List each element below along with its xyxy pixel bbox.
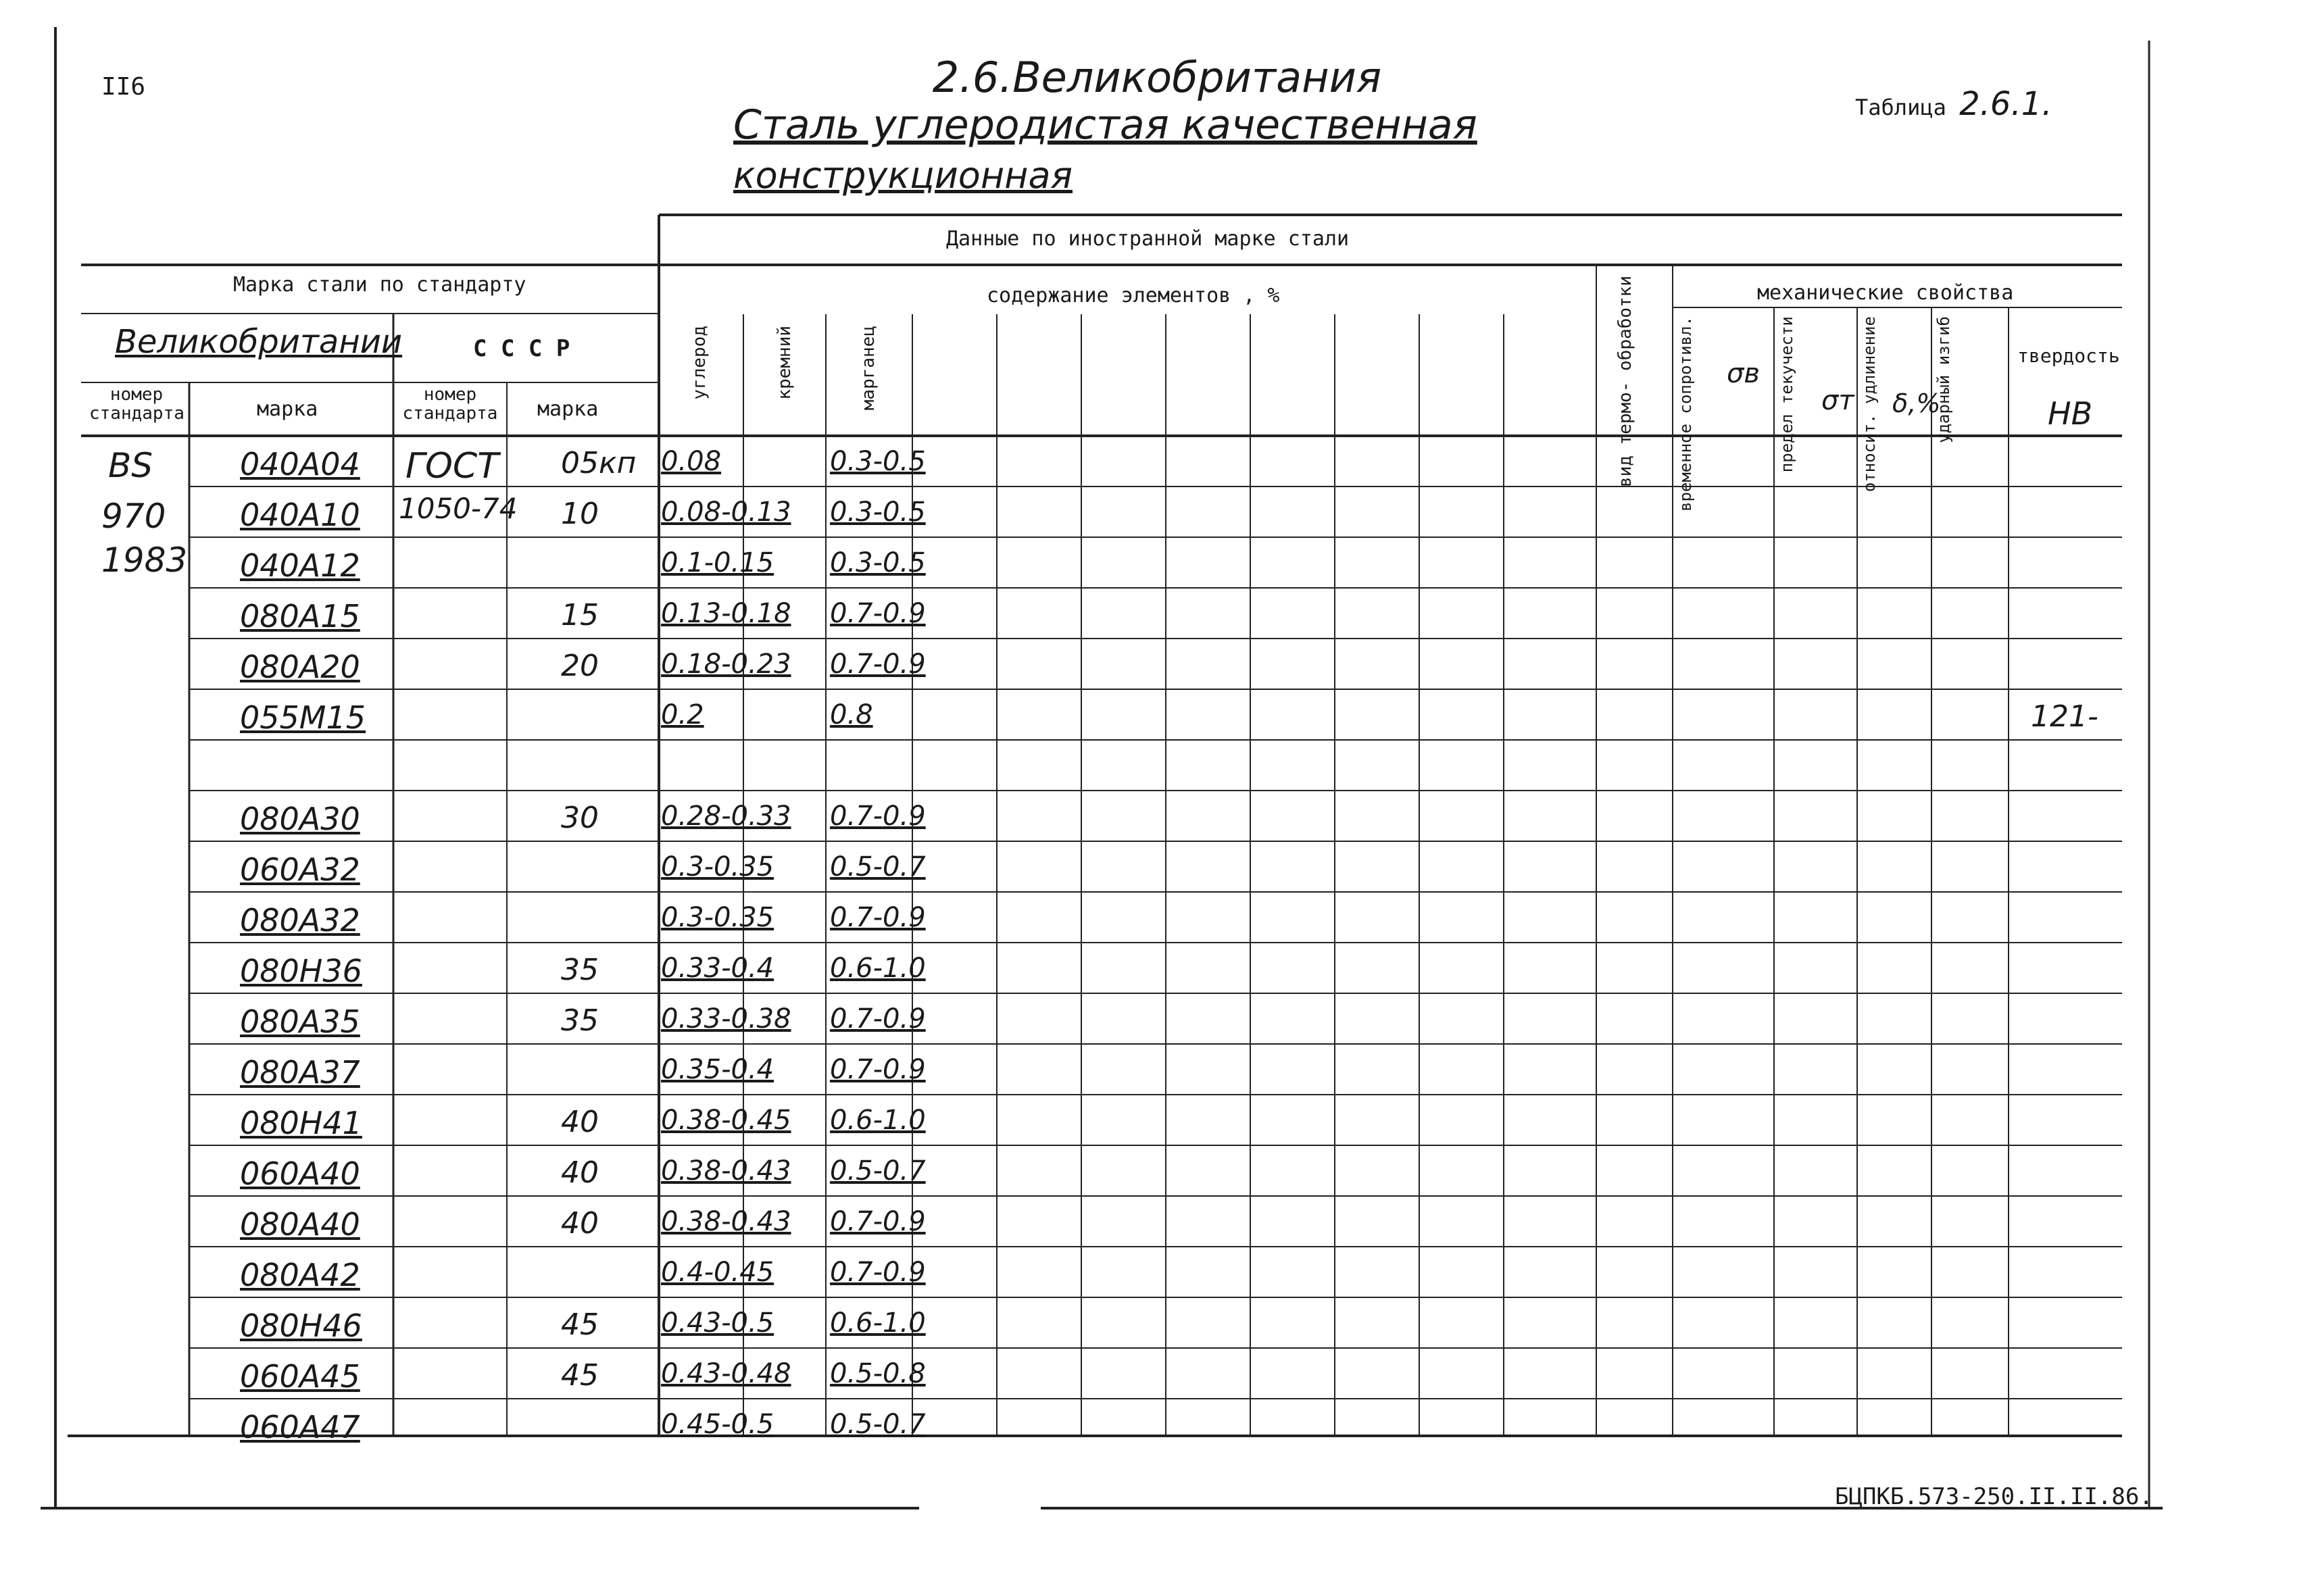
row-uk-grade: 080A32 [240, 902, 360, 939]
row-uk-grade: 080A42 [240, 1257, 360, 1293]
row-carbon: 0.1-0.15 [661, 547, 774, 578]
row-ussr-grade: 05кп [561, 446, 637, 480]
row-uk-grade: 080H36 [240, 953, 362, 989]
header-yield: предел текучести [1777, 316, 1796, 473]
header-grade-by-standard: Марка стали по стандарту [233, 273, 526, 297]
header-ussr-grade: марка [537, 397, 599, 421]
row-uk-grade: 080A15 [240, 598, 360, 634]
header-carbon: углерод [689, 326, 710, 400]
row-carbon: 0.3-0.35 [661, 902, 774, 933]
row-manganese: 0.7-0.9 [830, 649, 926, 680]
header-tensile: временное сопротивл. [1676, 316, 1695, 512]
row-manganese: 0.3-0.5 [830, 497, 926, 528]
header-ussr: С С С Р [473, 335, 570, 362]
header-heat-treatment: вид термо- обработки [1615, 276, 1635, 488]
row-carbon: 0.18-0.23 [661, 649, 791, 680]
row-carbon: 0.33-0.38 [661, 1003, 791, 1034]
header-mech-props: механические свойства [1757, 281, 2014, 305]
document-subtitle: конструкционная [733, 154, 1073, 197]
row-carbon: 0.43-0.5 [661, 1307, 774, 1339]
row-manganese: 0.6-1.0 [830, 1307, 926, 1339]
header-silicon: кремний [774, 326, 795, 400]
row-carbon: 0.4-0.45 [661, 1257, 774, 1288]
uk-standard-line3: 1983 [101, 541, 188, 580]
row-manganese: 0.7-0.9 [830, 801, 926, 832]
row-uk-grade: 040A10 [240, 497, 360, 533]
document-code: БЦПКБ.573-250.II.II.86. [1835, 1483, 2153, 1510]
row-ussr-grade: 40 [561, 1155, 599, 1190]
row-uk-grade: 080A35 [240, 1003, 360, 1040]
row-uk-grade: 060A45 [240, 1358, 360, 1395]
header-ussr-standard-number: номер стандарта [402, 384, 498, 424]
header-manganese: марганец [858, 326, 879, 411]
row-carbon: 0.13-0.18 [661, 598, 791, 629]
table-number: 2.6.1. [1959, 85, 2052, 123]
row-uk-grade: 080A30 [240, 801, 360, 837]
row-carbon: 0.43-0.48 [661, 1358, 791, 1389]
header-impact: ударный изгиб [1934, 316, 1953, 443]
row-uk-grade: 040A04 [240, 446, 360, 482]
row-manganese: 0.3-0.5 [830, 446, 926, 477]
row-uk-grade: 055M15 [240, 699, 366, 736]
row-ussr-grade: 15 [561, 598, 599, 632]
row-uk-grade: 060A40 [240, 1155, 360, 1192]
row-manganese: 0.3-0.5 [830, 547, 926, 578]
header-standard-number: номер стандарта [89, 384, 184, 424]
header-hardness-unit: HB [2048, 395, 2093, 432]
row-manganese: 0.8 [830, 699, 873, 730]
row-ussr-grade: 45 [561, 1358, 599, 1393]
header-uk: Великобритании [115, 323, 403, 361]
row-ussr-grade: 20 [561, 649, 599, 683]
row-uk-grade: 080A40 [240, 1206, 360, 1243]
uk-standard-line1: BS [108, 446, 153, 485]
section-title: 2.6.Великобритания [932, 53, 1382, 102]
row-manganese: 0.6-1.0 [830, 1105, 926, 1136]
header-elongation-symbol: δ,% [1892, 389, 1941, 418]
row-manganese: 0.5-0.7 [830, 1409, 926, 1440]
document-title: Сталь углеродистая качественная [733, 101, 1477, 149]
ussr-standard-line1: ГОСТ [405, 446, 499, 487]
row-uk-grade: 060A47 [240, 1409, 360, 1445]
row-manganese: 0.7-0.9 [830, 902, 926, 933]
row-carbon: 0.45-0.5 [661, 1409, 774, 1440]
page-number: II6 [101, 73, 146, 101]
row-ussr-grade: 10 [561, 497, 599, 531]
row-ussr-grade: 35 [561, 953, 599, 987]
row-manganese: 0.6-1.0 [830, 953, 926, 984]
row-manganese: 0.5-0.7 [830, 851, 926, 882]
header-grade: марка [257, 397, 318, 421]
row-manganese: 0.7-0.9 [830, 1206, 926, 1237]
row-uk-grade: 080H41 [240, 1105, 362, 1141]
row-carbon: 0.38-0.45 [661, 1105, 791, 1136]
row-carbon: 0.38-0.43 [661, 1155, 791, 1187]
row-carbon: 0.08 [661, 446, 722, 477]
header-hardness: твердость [2017, 345, 2120, 367]
row-manganese: 0.5-0.7 [830, 1155, 926, 1187]
row-manganese: 0.7-0.9 [830, 1003, 926, 1034]
row-carbon: 0.08-0.13 [661, 497, 791, 528]
row-ussr-grade: 30 [561, 801, 599, 835]
row-carbon: 0.2 [661, 699, 704, 730]
header-tensile-symbol: σв [1727, 358, 1760, 389]
row-uk-grade: 080A20 [240, 649, 360, 685]
ussr-standard-line2: 1050-74 [399, 492, 518, 525]
row-ussr-grade: 40 [561, 1105, 599, 1139]
table-label [1855, 85, 2052, 123]
row-carbon: 0.35-0.4 [661, 1054, 774, 1085]
table-label-text: Таблица [1855, 95, 1946, 120]
row-uk-grade: 040A12 [240, 547, 360, 584]
header-elements-content: содержание элементов , % [987, 284, 1280, 307]
row-carbon: 0.33-0.4 [661, 953, 774, 984]
header-yield-symbol: σт [1821, 385, 1854, 416]
row-ussr-grade: 35 [561, 1003, 599, 1038]
row-manganese: 0.7-0.9 [830, 1054, 926, 1085]
row-manganese: 0.7-0.9 [830, 598, 926, 629]
uk-standard-line2: 970 [101, 497, 166, 536]
row-carbon: 0.28-0.33 [661, 801, 791, 832]
row-uk-grade: 060A32 [240, 851, 360, 888]
row-carbon: 0.38-0.43 [661, 1206, 791, 1237]
row-ussr-grade: 45 [561, 1307, 599, 1342]
row-hardness: 121- [2031, 699, 2098, 734]
row-ussr-grade: 40 [561, 1206, 599, 1241]
row-uk-grade: 080H46 [240, 1307, 362, 1344]
row-manganese: 0.7-0.9 [830, 1257, 926, 1288]
row-manganese: 0.5-0.8 [830, 1358, 926, 1389]
header-foreign-data: Данные по иностранной марке стали [946, 227, 1350, 251]
header-elongation: относит. удлинение [1860, 316, 1879, 493]
row-uk-grade: 080A37 [240, 1054, 360, 1091]
row-carbon: 0.3-0.35 [661, 851, 774, 882]
